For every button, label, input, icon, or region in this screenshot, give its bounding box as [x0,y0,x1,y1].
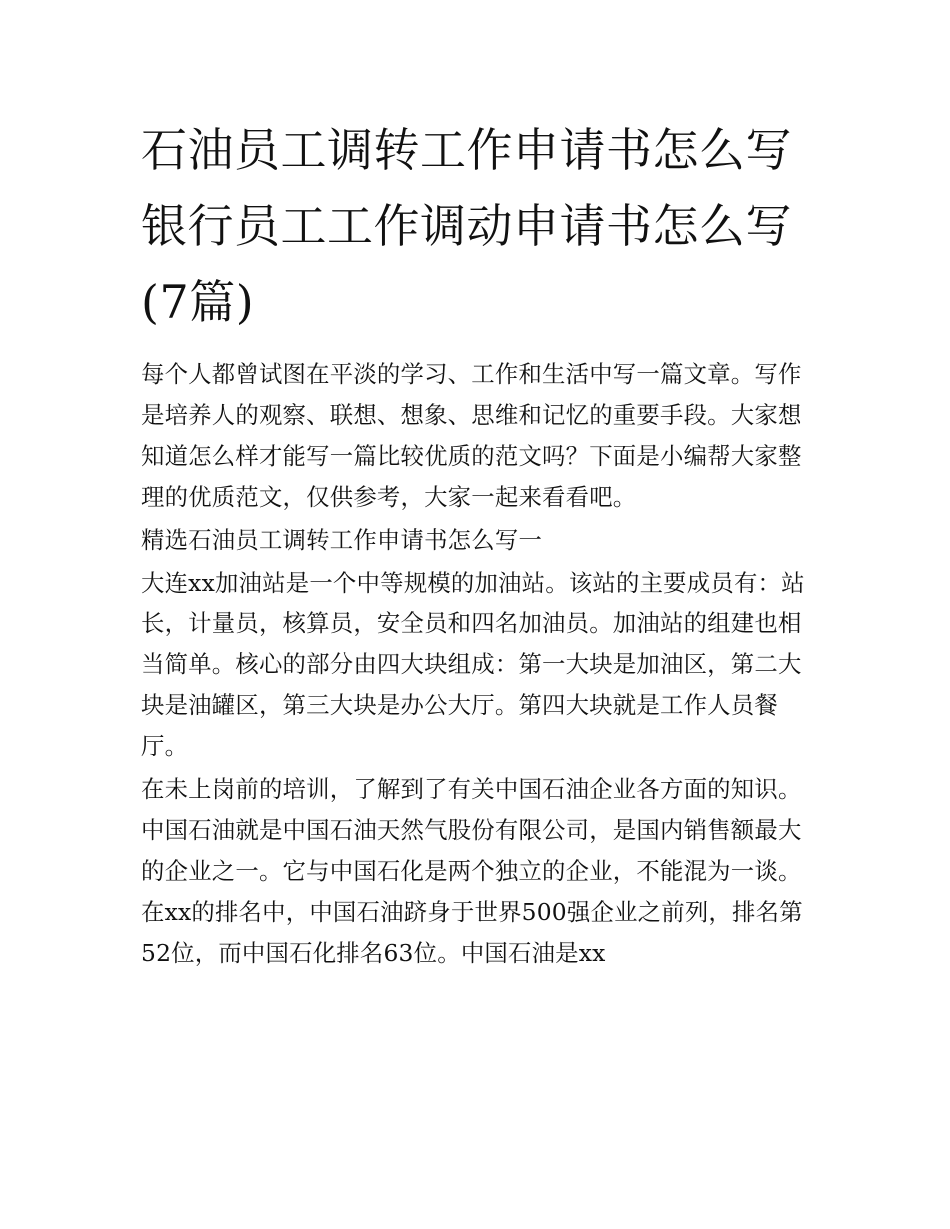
document-body [141,112,813,974]
section-heading: 精选石油员工调转工作申请书怎么写一 [141,525,543,554]
body-paragraph: 大连xx加油站是一个中等规模的加油站。该站的主要成员有：站长，计量员，核算员，安全员和四名加油员。加油站的组建也相当简单。核心的部分由四大块组成：第一大块是加油区，第二大块是油罐区，第三大块是办公大厅。第四大块就是工作人员餐厅。 [141,568,805,761]
intro-paragraph: 每个人都曾试图在平淡的学习、工作和生活中写一篇文章。写作是培养人的观察、联想、想象、思维和记忆的重要手段。大家想知道怎么样才能写一篇比较优质的范文吗？下面是小编帮大家整理的优质范文，仅供参考，大家一起来看看吧。 [141,360,802,511]
document-title: 石油员工调转工作申请书怎么写 银行员工工作调动申请书怎么写(7篇) [141,123,792,329]
body-paragraph: 在未上岗前的培训，了解到了有关中国石油企业各方面的知识。中国石油就是中国石油天然气股份有限公司，是国内销售额最大的企业之一。它与中国石化是两个独立的企业，不能混为一谈。在xx的排名中，中国石油跻身于世界500强企业之前列，排名第52位，而中国石化排名63位。中国石油是xx [141,775,803,967]
